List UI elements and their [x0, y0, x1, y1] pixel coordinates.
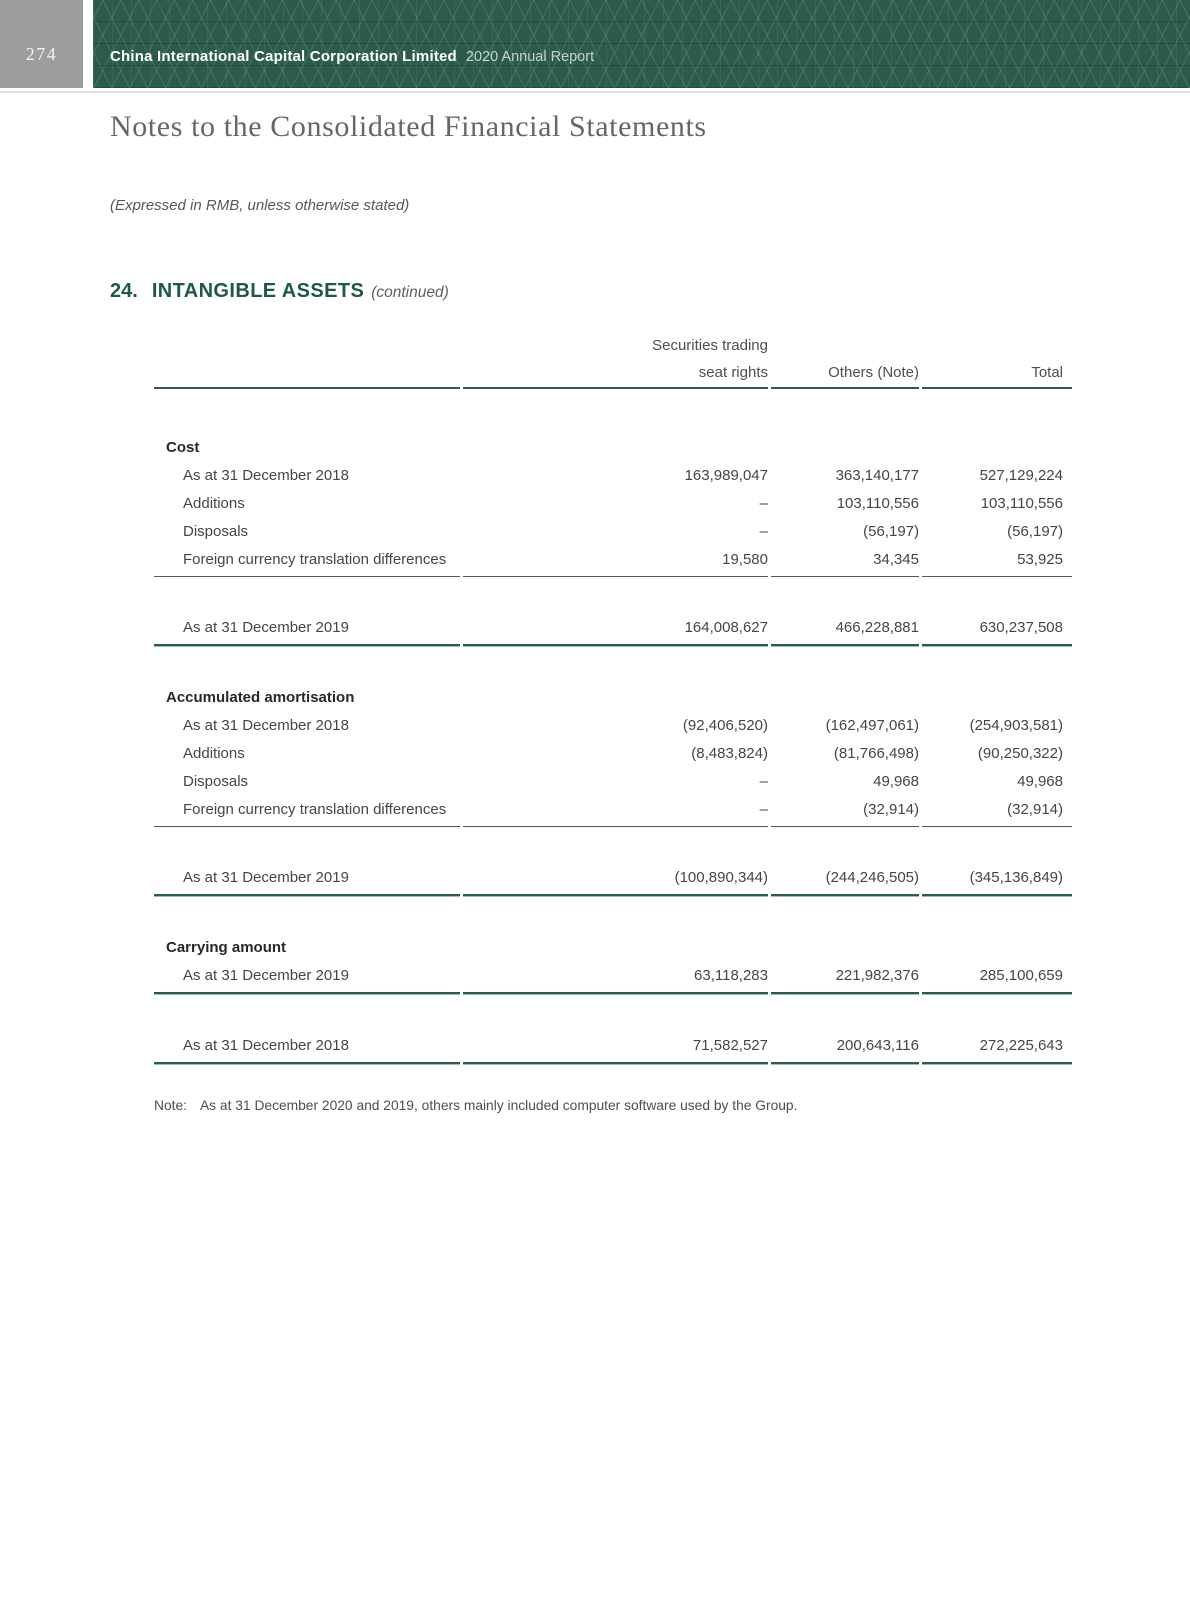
cell-value: (90,250,322)	[977, 744, 1063, 762]
row-label: Disposals	[183, 522, 249, 540]
header-rule	[154, 387, 1072, 389]
column-header-total: Total	[1031, 364, 1063, 381]
column-header-row-1	[154, 327, 1072, 354]
section-title: INTANGIBLE ASSETS	[151, 280, 365, 302]
cell-value: –	[759, 772, 768, 790]
cell-value: 34,345	[873, 550, 919, 568]
cell-value: (92,406,520)	[682, 716, 768, 734]
table-row	[154, 767, 1072, 795]
section-number: 24.	[110, 280, 138, 302]
spacer	[154, 389, 1072, 433]
spacer	[154, 897, 1072, 933]
table-row	[154, 489, 1072, 517]
table-row-total	[154, 961, 1072, 989]
cell-value: 164,008,627	[684, 618, 768, 636]
doc-title: Notes to the Consolidated Financial Statements	[110, 110, 707, 143]
footnote	[154, 1097, 1072, 1114]
cell-value: 103,110,556	[836, 494, 919, 512]
column-header-row-2	[154, 354, 1072, 381]
row-label: As at 31 December 2019	[183, 966, 349, 984]
row-label: Foreign currency translation differences	[183, 800, 447, 818]
spacer	[154, 647, 1072, 683]
cell-value: 630,237,508	[979, 618, 1063, 636]
cell-value: (32,914)	[863, 800, 919, 818]
cell-value: (32,914)	[1007, 800, 1063, 818]
header-banner	[93, 0, 1190, 88]
table-row	[154, 517, 1072, 545]
table-rule	[154, 576, 1072, 577]
section-continued-label: (continued)	[371, 284, 449, 301]
cell-value: 466,228,881	[835, 618, 919, 636]
section-label: Carrying amount	[166, 938, 287, 956]
doc-subtitle: (Expressed in RMB, unless otherwise stated)	[110, 197, 410, 214]
company-name: China International Capital Corporation Limited	[110, 48, 457, 65]
spacer	[154, 995, 1072, 1031]
row-label: Foreign currency translation differences	[183, 550, 447, 568]
cell-value: (8,483,824)	[691, 744, 768, 762]
cell-value: 527,129,224	[979, 466, 1063, 484]
subtotal-rule	[154, 644, 1072, 647]
table-row	[154, 711, 1072, 739]
cell-value: 221,982,376	[835, 966, 919, 984]
section-row-amortisation	[154, 683, 1072, 711]
cell-value: –	[759, 800, 768, 818]
table-rule	[154, 826, 1072, 827]
cell-value: 49,968	[873, 772, 919, 790]
spacer	[154, 577, 1072, 613]
footnote-text: As at 31 December 2020 and 2019, others mainly included computer software used by the Group.	[199, 1098, 798, 1113]
spacer	[154, 827, 1072, 863]
section-label: Cost	[166, 438, 200, 456]
page-header	[0, 0, 1190, 88]
table-row	[154, 795, 1072, 823]
row-label: As at 31 December 2018	[183, 716, 349, 734]
row-label: Additions	[183, 494, 245, 512]
banner-text	[110, 49, 594, 65]
column-header-seat-rights: seat rights	[698, 364, 768, 381]
table-row-subtotal	[154, 863, 1072, 891]
cell-value: –	[759, 522, 768, 540]
cell-value: 163,989,047	[684, 466, 768, 484]
cell-value: 200,643,116	[836, 1036, 919, 1054]
cell-value: (244,246,505)	[825, 868, 919, 886]
section-row-cost	[154, 433, 1072, 461]
table-row	[154, 545, 1072, 573]
cell-value: (56,197)	[863, 522, 919, 540]
table-row	[154, 739, 1072, 767]
footnote-label: Note:	[154, 1098, 187, 1113]
cell-value: (162,497,061)	[825, 716, 919, 734]
table-row-total	[154, 1031, 1072, 1059]
row-label: As at 31 December 2019	[183, 618, 349, 636]
total-rule	[154, 1062, 1072, 1065]
section-label: Accumulated amortisation	[166, 688, 355, 706]
page-content	[110, 93, 1072, 1114]
cell-value: (345,136,849)	[969, 868, 1063, 886]
column-header-others: Others (Note)	[828, 364, 919, 381]
table-row	[154, 461, 1072, 489]
cell-value: (254,903,581)	[969, 716, 1063, 734]
row-label: As at 31 December 2018	[183, 466, 349, 484]
page-number: 274	[25, 44, 58, 64]
column-header-group: Securities trading	[652, 337, 768, 354]
row-label: As at 31 December 2019	[183, 868, 349, 886]
cell-value: 285,100,659	[979, 966, 1063, 984]
cell-value: 19,580	[722, 550, 768, 568]
row-label: Additions	[183, 744, 245, 762]
total-rule	[154, 992, 1072, 995]
cell-value: 63,118,283	[694, 966, 768, 984]
cell-value: (56,197)	[1007, 522, 1063, 540]
cell-value: (81,766,498)	[833, 744, 919, 762]
cell-value: 363,140,177	[835, 466, 919, 484]
page-number-box	[0, 0, 83, 88]
row-label: As at 31 December 2018	[183, 1036, 349, 1054]
cell-value: 71,582,527	[692, 1036, 768, 1054]
subtotal-rule	[154, 894, 1072, 897]
section-row-carrying	[154, 933, 1072, 961]
cell-value: –	[759, 494, 768, 512]
report-title: 2020 Annual Report	[465, 49, 595, 65]
cell-value: (100,890,344)	[674, 868, 768, 886]
section-heading	[110, 279, 1072, 305]
cell-value: 272,225,643	[979, 1036, 1063, 1054]
cell-value: 49,968	[1017, 772, 1063, 790]
cell-value: 103,110,556	[980, 494, 1063, 512]
cell-value: 53,925	[1017, 550, 1063, 568]
row-label: Disposals	[183, 772, 249, 790]
intangible-assets-table	[154, 327, 1072, 1065]
table-row-subtotal	[154, 613, 1072, 641]
